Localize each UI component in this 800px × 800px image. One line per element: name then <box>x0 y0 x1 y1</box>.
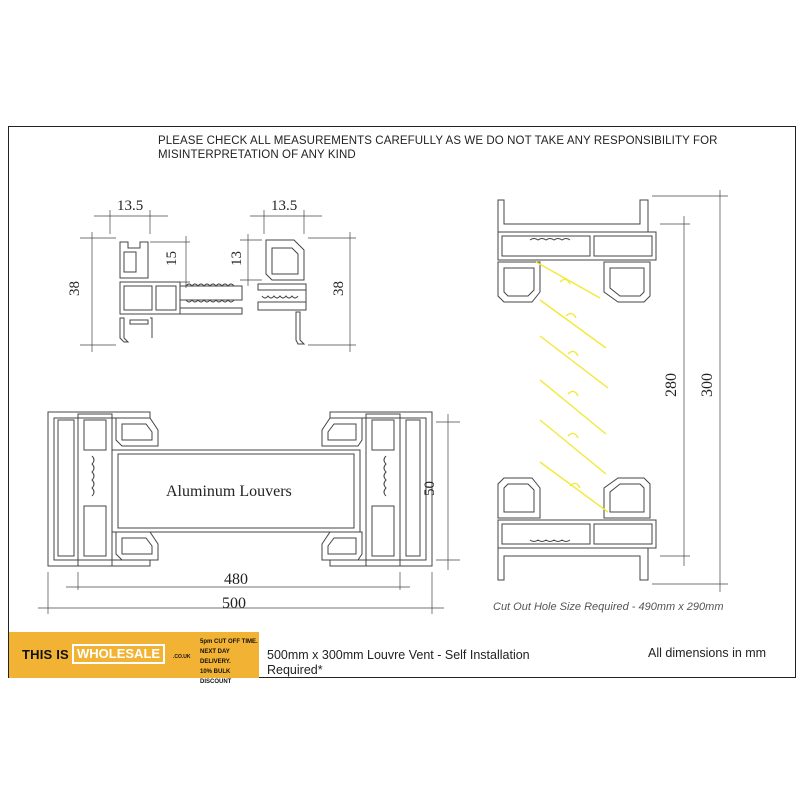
front-height-dim: 50 <box>422 481 438 496</box>
left-height-dim: 38 <box>67 281 83 296</box>
tagline-line-3: 10% BULK DISCOUNT <box>200 669 232 685</box>
brand-logo <box>9 632 259 685</box>
tagline-line-1: 5pm CUT OFF TIME. <box>200 639 258 645</box>
logo-tld: .CO.UK <box>173 654 191 660</box>
inner-height-dim: 280 <box>663 373 680 397</box>
left-profile-section <box>80 210 242 352</box>
cut-out-note: Cut Out Hole Size Required - 490mm x 290mm <box>493 601 724 613</box>
right-lip-dim: 13 <box>229 251 245 266</box>
panel-label: Aluminum Louvers <box>166 483 292 500</box>
left-width-dim: 13.5 <box>117 198 144 214</box>
inner-width-dim: 480 <box>224 571 248 588</box>
logo-boxed-text: WHOLESALE <box>72 644 165 664</box>
side-view-frame <box>498 190 728 592</box>
logo-tagline <box>200 637 259 687</box>
product-title: 500mm x 300mm Louvre Vent - Self Installation Required* <box>267 648 530 677</box>
disclaimer-notice: PLEASE CHECK ALL MEASUREMENTS CAREFULLY AS WE DO NOT TAKE ANY RESPONSIBILITY FOR MISINTERPRETATION OF ANY KIND <box>158 135 718 161</box>
left-lip-dim: 15 <box>164 251 180 266</box>
louvre-blades <box>536 262 608 512</box>
right-height-dim: 38 <box>331 281 347 296</box>
logo-prefix: THIS IS <box>22 647 69 662</box>
right-width-dim: 13.5 <box>271 198 298 214</box>
tagline-line-2: NEXT DAY DELIVERY. <box>200 649 231 665</box>
dimensions-note: All dimensions in mm <box>648 646 767 660</box>
outer-width-dim: 500 <box>222 595 246 612</box>
outer-height-dim: 300 <box>699 373 716 397</box>
front-view-frame <box>38 412 460 614</box>
